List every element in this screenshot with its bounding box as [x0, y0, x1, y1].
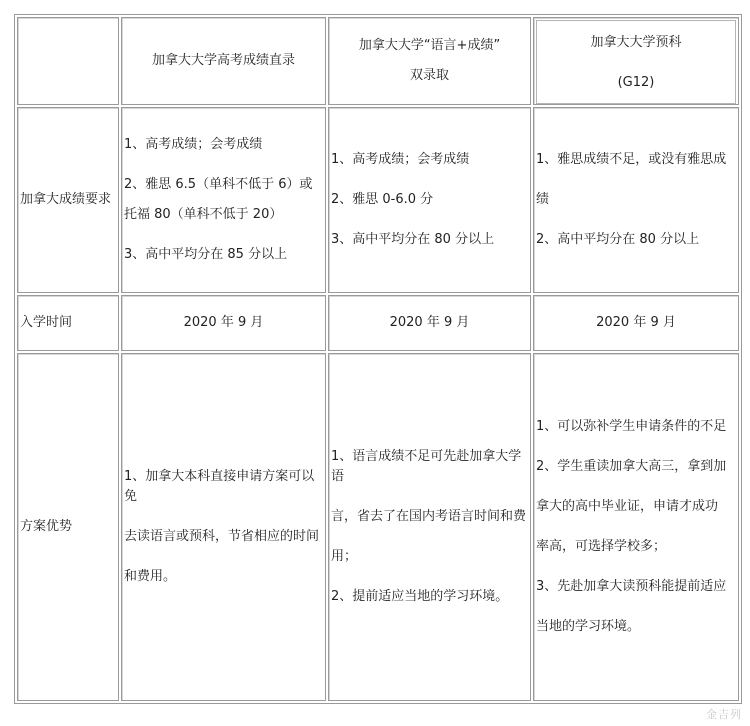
header-direct-admission	[121, 17, 326, 105]
header-preparatory	[533, 17, 739, 105]
advantages-preparatory-cell	[533, 353, 739, 701]
advantages-preparatory-line: 拿大的高中毕业证，申请才成功	[536, 499, 719, 514]
requirements-direct-line: 3、高中平均分在 85 分以上	[124, 247, 288, 262]
requirements-direct-line: 2、雅思 6.5（单科不低于 6）或	[124, 177, 313, 192]
watermark-logo	[706, 706, 742, 722]
intake-label: 入学时间	[20, 315, 73, 330]
advantages-direct-line: 去读语言或预科，节省相应的时间	[124, 529, 320, 544]
advantages-label: 方案优势	[20, 519, 73, 534]
advantages-dual-line: 1、语言成绩不足可先赴加拿大学语	[331, 449, 522, 484]
requirements-direct-line: 托福 80（单科不低于 20）	[124, 207, 283, 222]
requirements-preparatory-cell	[533, 107, 739, 293]
header-dual-admission-line1: 加拿大大学“语言+成绩”	[358, 38, 501, 53]
empty-corner-cell	[17, 17, 119, 105]
advantages-direct-line: 1、加拿大本科直接申请方案可以免	[124, 469, 315, 504]
header-dual-admission-line2: 双录取	[409, 68, 449, 83]
requirements-dual-cell	[328, 107, 531, 293]
requirements-dual-line: 2、雅思 0-6.0 分	[331, 192, 434, 207]
requirements-dual-line: 1、高考成绩；会考成绩	[331, 152, 470, 167]
header-row	[17, 17, 739, 105]
header-preparatory-line2: (G12)	[617, 75, 655, 90]
requirements-preparatory-line: 1、雅思成绩不足，或没有雅思成	[536, 152, 727, 167]
advantages-dual-line: 言，省去了在国内考语言时间和费	[331, 509, 527, 524]
requirements-preparatory-line: 2、高中平均分在 80 分以上	[536, 232, 700, 247]
header-preparatory-box	[536, 20, 736, 104]
header-direct-admission-text: 加拿大大学高考成绩直录	[151, 53, 295, 68]
advantages-label-cell	[17, 353, 119, 701]
requirements-preparatory-line: 绩	[536, 192, 550, 207]
advantages-dual-cell	[328, 353, 531, 701]
intake-dual-cell	[328, 295, 531, 351]
advantages-direct-line: 和费用。	[124, 569, 177, 584]
comparison-table	[14, 14, 742, 704]
requirements-label: 加拿大成绩要求	[20, 192, 112, 207]
intake-direct-value: 2020 年 9 月	[183, 315, 264, 330]
intake-label-cell	[17, 295, 119, 351]
intake-row	[17, 295, 739, 351]
requirements-direct-line: 1、高考成绩；会考成绩	[124, 137, 263, 152]
advantages-preparatory-line: 当地的学习环境。	[536, 619, 641, 634]
advantages-dual-line: 用；	[331, 549, 358, 564]
watermark-text: 金吉列	[706, 708, 742, 721]
header-dual-admission	[328, 17, 531, 105]
intake-preparatory-value: 2020 年 9 月	[596, 315, 676, 330]
intake-direct-cell	[121, 295, 326, 351]
advantages-direct-cell	[121, 353, 326, 701]
advantages-preparatory-line: 2、学生重读加拿大高三，拿到加	[536, 459, 727, 474]
advantages-preparatory-line: 3、先赴加拿大读预科能提前适应	[536, 579, 727, 594]
intake-dual-value: 2020 年 9 月	[389, 315, 470, 330]
intake-preparatory-cell	[533, 295, 739, 351]
advantages-row	[17, 353, 739, 701]
requirements-label-cell	[17, 107, 119, 293]
requirements-direct-cell	[121, 107, 326, 293]
header-preparatory-line1: 加拿大大学预科	[590, 35, 682, 50]
advantages-dual-line: 2、提前适应当地的学习环境。	[331, 589, 509, 604]
requirements-dual-line: 3、高中平均分在 80 分以上	[331, 232, 495, 247]
advantages-preparatory-line: 率高，可选择学校多；	[536, 539, 667, 554]
advantages-preparatory-line: 1、可以弥补学生申请条件的不足	[536, 419, 727, 434]
requirements-row	[17, 107, 739, 293]
